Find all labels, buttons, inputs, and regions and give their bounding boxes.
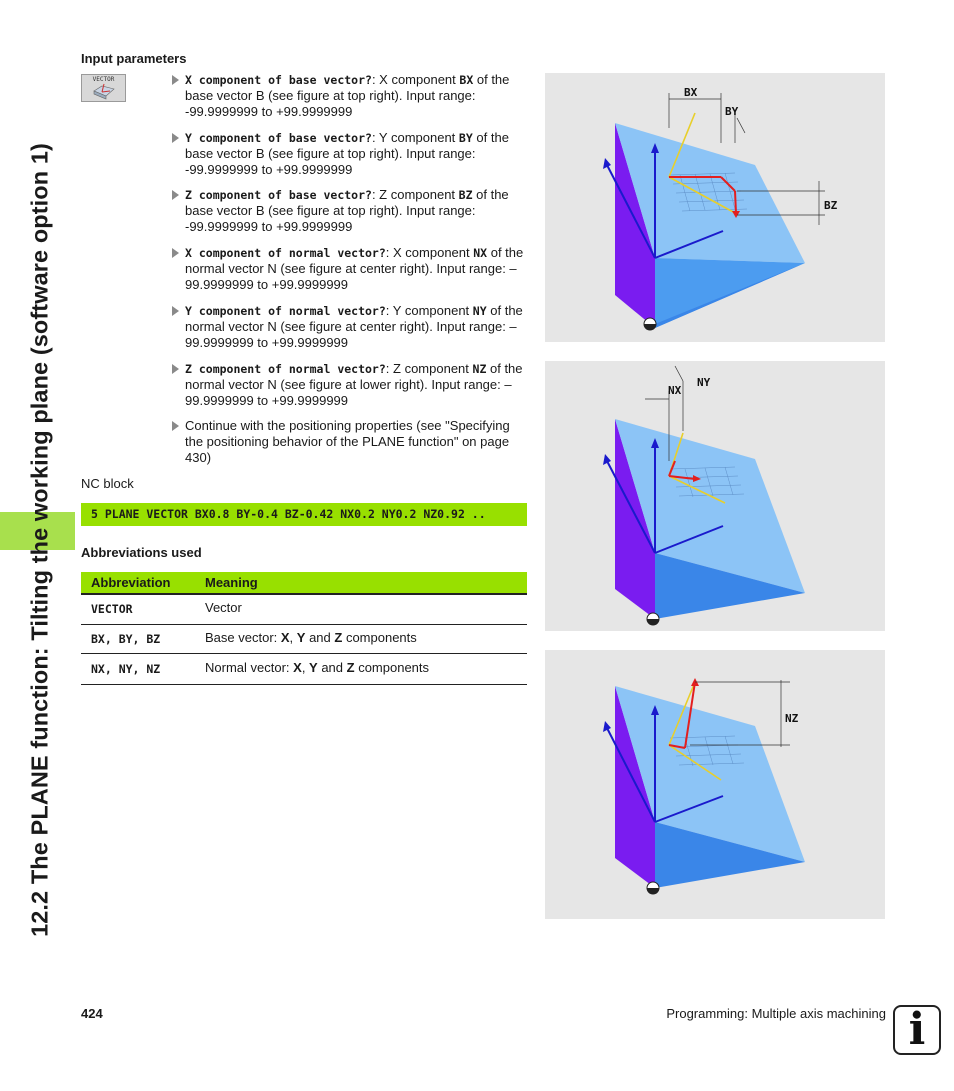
nc-block-label: NC block <box>81 476 134 491</box>
bullet-arrow-icon <box>172 190 179 200</box>
header-abbreviation: Abbreviation <box>91 575 171 590</box>
vector-softkey-icon: VECTOR <box>81 74 126 102</box>
param-continue: Continue with the positioning properties (see "Specifying the positioning behavior of the PLANE function" on page 430) <box>172 418 526 466</box>
table-row-meaning: Vector <box>205 600 242 615</box>
table-divider <box>81 684 527 685</box>
abbreviations-heading: Abbreviations used <box>81 545 202 560</box>
table-divider <box>81 653 527 654</box>
param-bx: X component of base vector?: X component BX of the base vector B (see figure at top right). Input range: -99.9999999 to +99.9999999 <box>172 72 526 120</box>
param-ny: Y component of normal vector?: Y component NY of the normal vector N (see figure at center right). Input range: –99.9999999 to +99.9999999 <box>172 303 526 351</box>
chapter-footer: Programming: Multiple axis machining <box>666 1006 886 1021</box>
table-row-abbr: BX, BY, BZ <box>91 632 161 646</box>
label-nz: NZ <box>785 712 799 725</box>
param-bz: Z component of base vector?: Z component BZ of the base vector B (see figure at top right). Input range: -99.9999999 to +99.9999999 <box>172 187 526 235</box>
figure-base-vector <box>545 73 885 342</box>
bullet-arrow-icon <box>172 133 179 143</box>
param-by: Y component of base vector?: Y component BY of the base vector B (see figure at top right). Input range: -99.9999999 to +99.9999999 <box>172 130 526 178</box>
table-divider <box>81 593 527 595</box>
label-by: BY <box>725 105 739 118</box>
header-meaning: Meaning <box>205 575 258 590</box>
table-row-abbr: NX, NY, NZ <box>91 662 161 676</box>
nc-block-code: 5 PLANE VECTOR BX0.8 BY-0.4 BZ-0.42 NX0.2 NY0.2 NZ0.92 .. <box>81 503 527 526</box>
normal-vector-z-diagram <box>545 650 885 919</box>
label-ny: NY <box>697 376 711 389</box>
page-number: 424 <box>81 1006 103 1021</box>
table-header <box>81 572 527 593</box>
bullet-arrow-icon <box>172 306 179 316</box>
figure-normal-vector-z <box>545 650 885 919</box>
info-icon: i <box>893 1005 941 1055</box>
table-row-meaning: Base vector: X, Y and Z components <box>205 630 417 645</box>
input-parameters-heading: Input parameters <box>81 51 187 66</box>
figure-normal-vector-xy <box>545 361 885 631</box>
label-nx: NX <box>668 384 682 397</box>
label-bx: BX <box>684 86 698 99</box>
bullet-arrow-icon <box>172 364 179 374</box>
table-row-meaning: Normal vector: X, Y and Z components <box>205 660 430 675</box>
label-bz: BZ <box>824 199 838 212</box>
table-row-abbr: VECTOR <box>91 602 133 616</box>
bullet-arrow-icon <box>172 421 179 431</box>
param-nx: X component of normal vector?: X component NX of the normal vector N (see figure at center right). Input range: –99.9999999 to +99.9999999 <box>172 245 526 293</box>
bullet-arrow-icon <box>172 248 179 258</box>
bullet-arrow-icon <box>172 75 179 85</box>
base-vector-diagram <box>545 73 885 342</box>
normal-vector-xy-diagram <box>545 361 885 631</box>
param-nz: Z component of normal vector?: Z component NZ of the normal vector N (see figure at lower right). Input range: –99.9999999 to +99.9999999 <box>172 361 526 409</box>
table-divider <box>81 624 527 625</box>
